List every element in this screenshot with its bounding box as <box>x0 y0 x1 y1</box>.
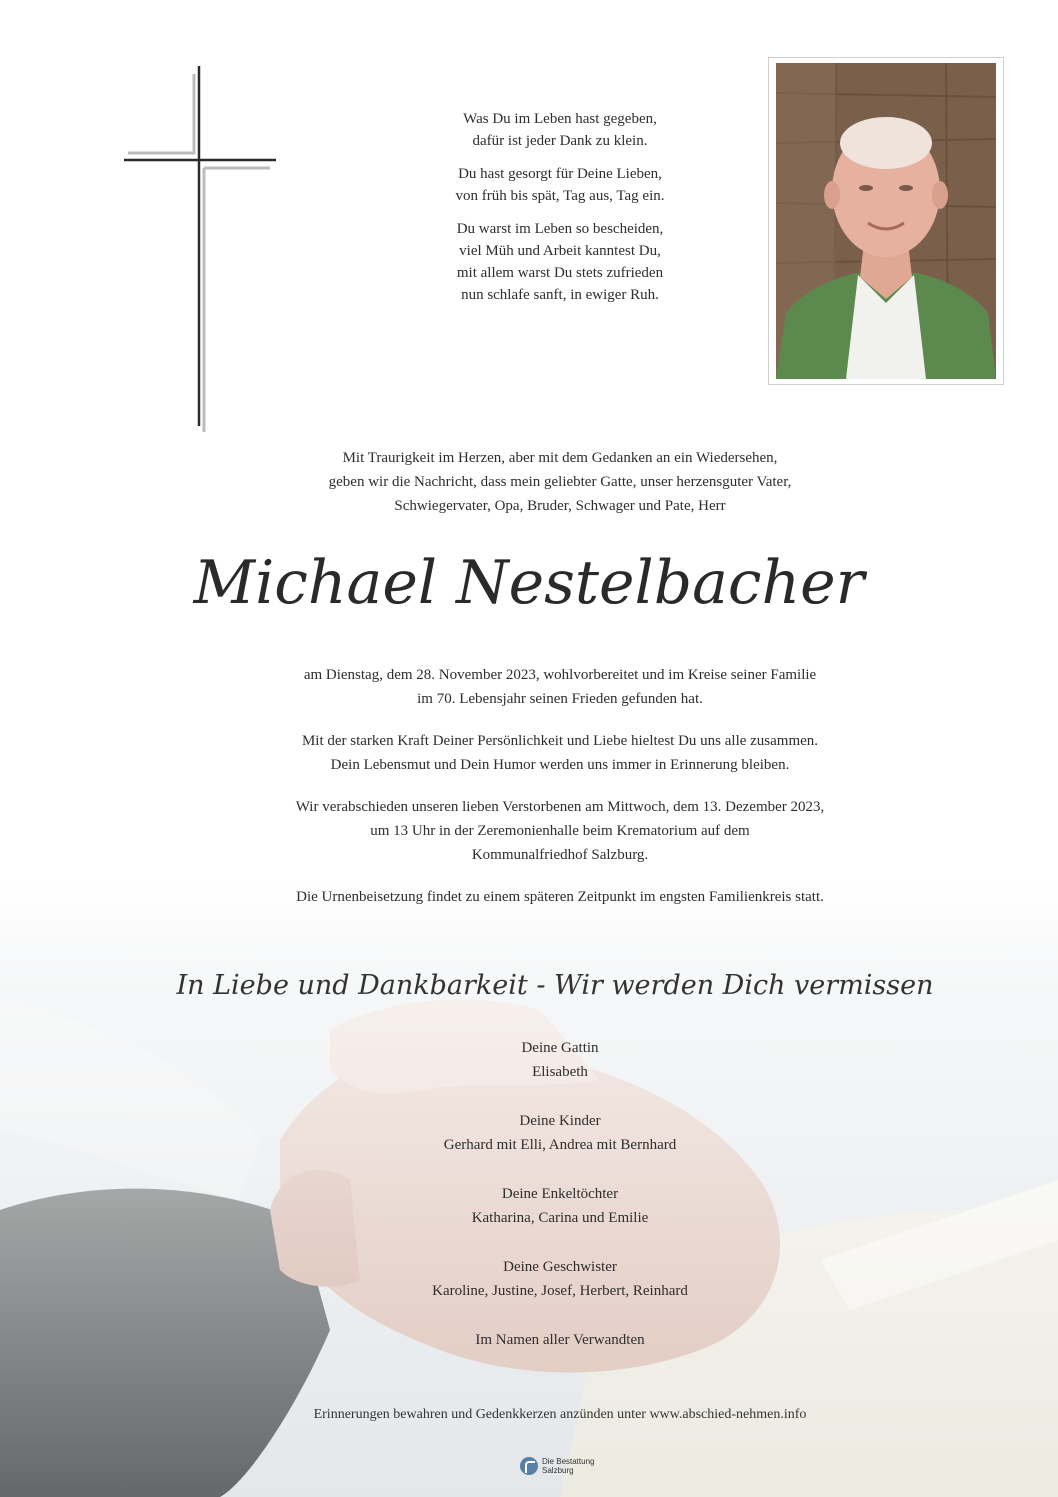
poem <box>340 108 780 317</box>
portrait-photo <box>768 57 1004 385</box>
poem-line: Du warst im Leben so bescheiden, <box>456 221 664 237</box>
paragraph <box>170 885 950 909</box>
intro-line: Mit Traurigkeit im Herzen, aber mit dem Gedanken an ein Wiedersehen, <box>342 450 778 466</box>
poem-line: nun schlafe sanft, in ewiger Ruh. <box>461 287 659 303</box>
cross-icon <box>120 64 280 436</box>
logo-line: Salzburg <box>542 1466 574 1475</box>
intro-line: Schwiegervater, Opa, Bruder, Schwager und Pate, Herr <box>394 498 726 514</box>
paragraph-line: Die Urnenbeisetzung findet zu einem späteren Zeitpunkt im engsten Familienkreis statt. <box>296 889 824 905</box>
poem-line: viel Müh und Arbeit kanntest Du, <box>459 243 661 259</box>
logo-line: Die Bestattung <box>542 1457 595 1466</box>
motto: In Liebe und Dankbarkeit - Wir werden Dich vermissen <box>176 970 934 1001</box>
paragraph <box>170 729 950 777</box>
intro-line: geben wir die Nachricht, dass mein geliebter Gatte, unser herzensguter Vater, <box>328 474 792 490</box>
poem-stanza <box>340 108 780 152</box>
paragraph-line: Kommunalfriedhof Salzburg. <box>471 847 649 863</box>
paragraph-line: im 70. Lebensjahr seinen Frieden gefunden hat. <box>417 691 703 707</box>
intro-text <box>200 446 920 518</box>
mourner-names: Katharina, Carina und Emilie <box>471 1210 649 1226</box>
mourner-closing: Im Namen aller Verwandten <box>475 1332 645 1348</box>
announcement-text <box>170 663 950 927</box>
mourner-names: Elisabeth <box>532 1064 588 1080</box>
mourner-group <box>330 1182 790 1230</box>
funeral-service-logo <box>520 1453 630 1479</box>
poem-line: Was Du im Leben hast gegeben, <box>463 111 657 127</box>
poem-stanza <box>340 218 780 306</box>
mourner-group <box>330 1328 790 1352</box>
mourner-relation: Deine Kinder <box>519 1113 601 1129</box>
mourner-names: Karoline, Justine, Josef, Herbert, Reinhard <box>432 1283 688 1299</box>
mourners-list <box>330 1036 790 1377</box>
logo-icon <box>520 1457 538 1475</box>
mourner-relation: Deine Gattin <box>521 1040 599 1056</box>
poem-line: mit allem warst Du stets zufrieden <box>456 265 664 281</box>
paragraph-line: Mit der starken Kraft Deiner Persönlichkeit und Liebe hieltest Du uns alle zusammen. <box>301 733 819 749</box>
poem-stanza <box>340 163 780 207</box>
paragraph-line: um 13 Uhr in der Zeremonienhalle beim Krematorium auf dem <box>370 823 750 839</box>
paragraph <box>170 663 950 711</box>
logo-text <box>542 1457 594 1475</box>
poem-line: Du hast gesorgt für Deine Lieben, <box>458 166 662 182</box>
mourner-group <box>330 1036 790 1084</box>
mourner-relation: Deine Enkeltöchter <box>501 1186 619 1202</box>
paragraph-line: am Dienstag, dem 28. November 2023, wohlvorbereitet und im Kreise seiner Familie <box>303 667 817 683</box>
paragraph <box>170 795 950 867</box>
paragraph-line: Dein Lebensmut und Dein Humor werden uns immer in Erinnerung bleiben. <box>330 757 790 773</box>
deceased-name: Michael Nestelbacher <box>193 548 865 618</box>
mourner-group <box>330 1255 790 1303</box>
mourner-relation: Deine Geschwister <box>503 1259 617 1275</box>
mourner-group <box>330 1109 790 1157</box>
poem-line: von früh bis spät, Tag aus, Tag ein. <box>455 188 665 204</box>
memorial-website-note: Erinnerungen bewahren und Gedenkkerzen anzünden unter www.abschied-nehmen.info <box>313 1407 807 1422</box>
paragraph-line: Wir verabschieden unseren lieben Verstorbenen am Mittwoch, dem 13. Dezember 2023, <box>295 799 825 815</box>
poem-line: dafür ist jeder Dank zu klein. <box>472 133 648 149</box>
mourner-names: Gerhard mit Elli, Andrea mit Bernhard <box>443 1137 677 1153</box>
